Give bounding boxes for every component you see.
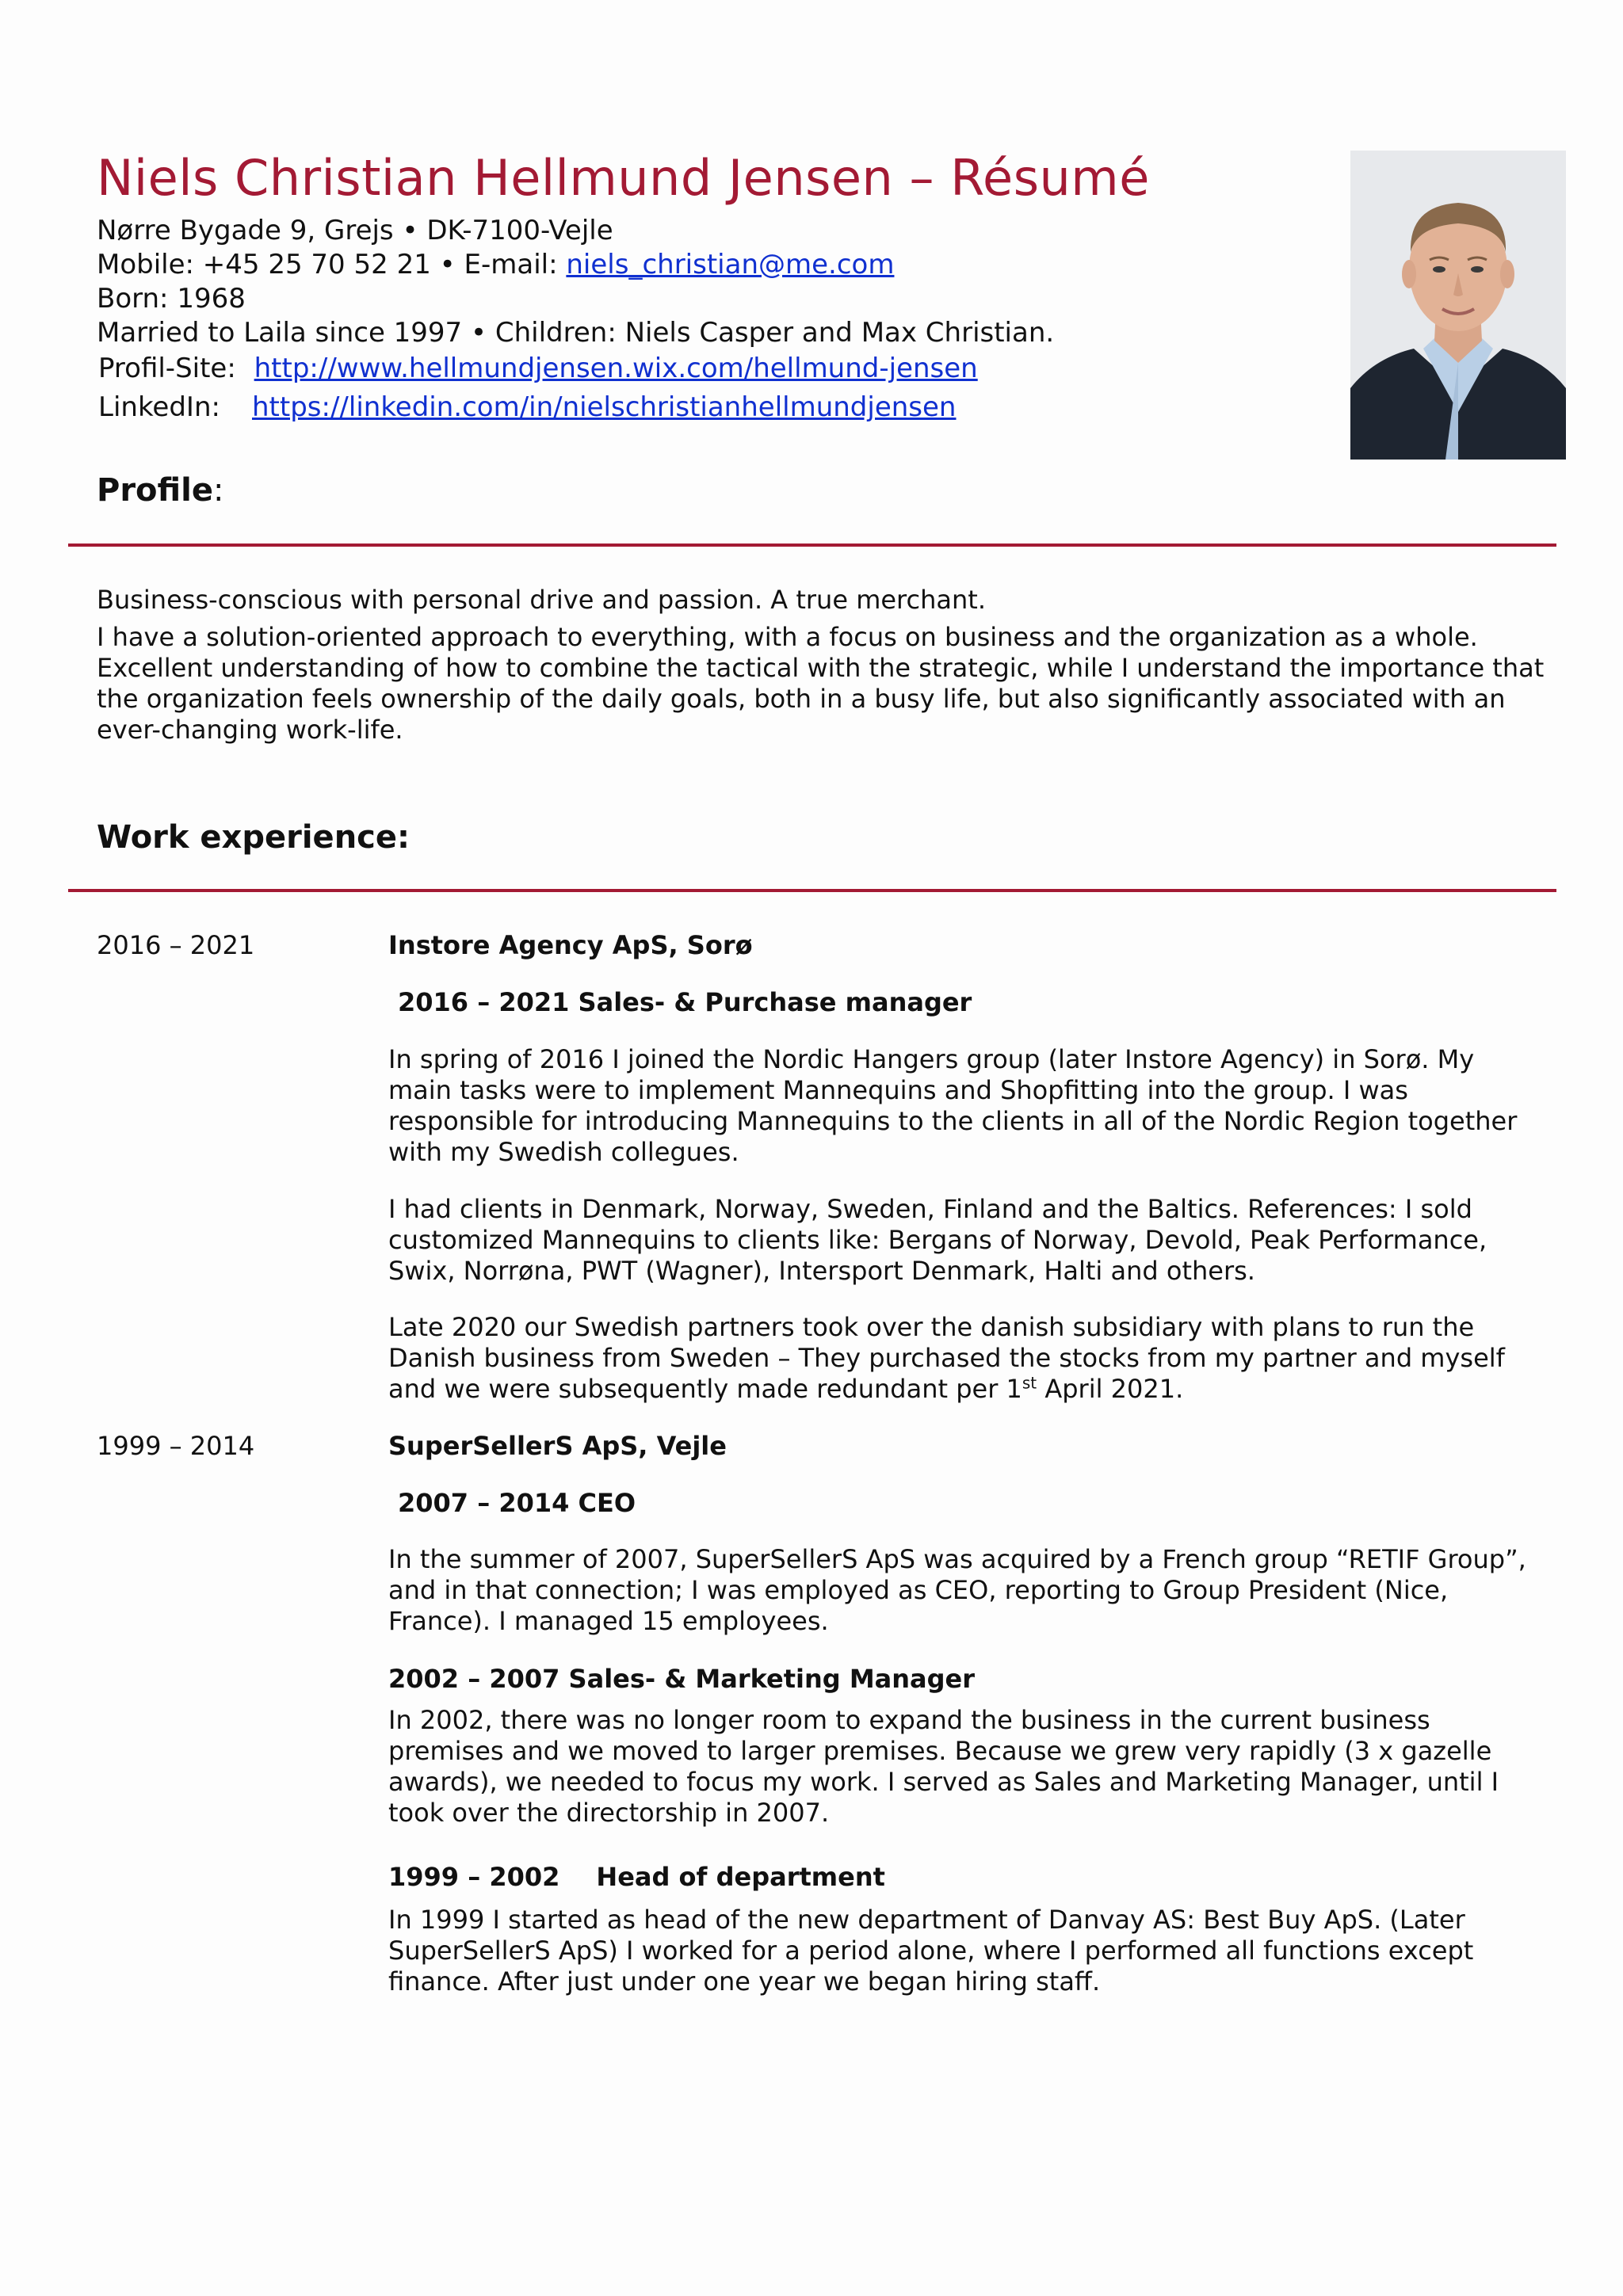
job2-company: SuperSellerS ApS, Vejle [388,1431,727,1461]
contact-block [97,214,1054,425]
work-heading: Work experience: [97,819,410,856]
resume-title: Niels Christian Hellmund Jensen – Résumé [97,149,1150,207]
job1-role: 2016 – 2021 Sales- & Purchase manager [398,987,972,1017]
profile-text [97,585,1547,752]
linkedin-link[interactable]: https://linkedin.com/in/nielschristianhellmundjensen [252,391,957,423]
mobile-email-line [97,248,1054,282]
job1-paragraph-3 [388,1312,1529,1405]
email-link[interactable]: niels_christian@me.com [566,249,895,280]
job1-paragraph-2 [388,1194,1529,1287]
linkedin-line [98,391,1054,425]
profile-heading-colon: : [213,472,224,509]
job2-role1-text [388,1544,1529,1637]
job2-role3-text [388,1905,1529,1997]
profile-site-line [98,352,1054,386]
family: Married to Laila since 1997 • Children: Niels Casper and Max Christian. [97,317,1055,349]
portrait-photo [1350,151,1566,460]
job1-p3-sup: st [1022,1373,1037,1393]
job1-p1-text: In spring of 2016 I joined the Nordic Hangers group (later Instore Agency) in Sorø. My main tasks were to implement Mannequins and Shopfitting into the group. I was responsible for introducing Mannequins to the clients in all of the Nordic Region together with my Swedish collegues. [388,1044,1518,1167]
job2-role3-years: 1999 – 2002 [388,1862,560,1892]
profile-paragraph-2: I have a solution-oriented approach to everything, with a focus on business and the organization as a whole. Excellent understanding of how to combine the tactical with the strategic, while I understand the importance that the organization feels ownership of the daily goals, both in a busy life, but also significantly associated with an ever-changing work-life. [97,622,1545,745]
job1-p3-end: April 2021. [1037,1374,1184,1404]
profile-divider [68,543,1556,547]
job1-period: 2016 – 2021 [97,930,255,960]
job2-period: 1999 – 2014 [97,1431,255,1461]
job2-role1: 2007 – 2014 CEO [398,1488,636,1518]
profile-heading [97,472,224,509]
job1-p2-text: I had clients in Denmark, Norway, Sweden, Finland and the Baltics. References: I sold customized Mannequins to clients like: Bergans of Norway, Devold, Peak Performance, Swix, Norrøna, PWT (Wagner), Intersport Denmark, Halti and others. [388,1194,1487,1286]
address: Nørre Bygade 9, Grejs • DK-7100-Vejle [97,215,613,246]
job2-role2: 2002 – 2007 Sales- & Marketing Manager [388,1664,976,1694]
born: Born: 1968 [97,283,246,315]
work-divider [68,889,1556,892]
portrait-icon [1350,151,1566,460]
mobile-label: Mobile: +45 25 70 52 21 • E-mail: [97,249,567,280]
job2-role2-text [388,1705,1529,1829]
profile-heading-text: Profile [97,472,214,509]
job1-p3-text: Late 2020 our Swedish partners took over the danish subsidiary with plans to run the Danish business from Sweden – They purchased the stocks from my partner and myself and we were subsequently made redundant per 1 [388,1312,1505,1404]
job2-role2-paragraph: In 2002, there was no longer room to expand the business in the current business premises and we moved to larger premises. Because we grew very rapidly (3 x gazelle awards), we needed to focus my work. I served as Sales and Marketing Manager, until I took over the directorship in 2007. [388,1705,1499,1828]
job2-role3-paragraph: In 1999 I started as head of the new department of Danvay AS: Best Buy ApS. (Later SuperSellerS ApS) I worked for a period alone, where I performed all functions except finance. After just under one year we began hiring staff. [388,1905,1474,1997]
job1-paragraph-1 [388,1044,1529,1168]
job2-role3 [388,1862,885,1892]
profile-site-link[interactable]: http://www.hellmundjensen.wix.com/hellmund-jensen [254,353,978,384]
job2-role3-title: Head of department [596,1862,885,1892]
job1-company: Instore Agency ApS, Sorø [388,930,753,960]
job2-role1-paragraph: In the summer of 2007, SuperSellerS ApS was acquired by a French group “RETIF Group”, and in that connection; I was employed as CEO, reporting to Group President (Nice, France). I managed 15 employees. [388,1544,1526,1636]
profile-site-label: Profil-Site: [98,353,236,384]
profile-paragraph-1: Business-conscious with personal drive and passion. A true merchant. [97,585,986,615]
linkedin-label: LinkedIn: [98,391,220,423]
